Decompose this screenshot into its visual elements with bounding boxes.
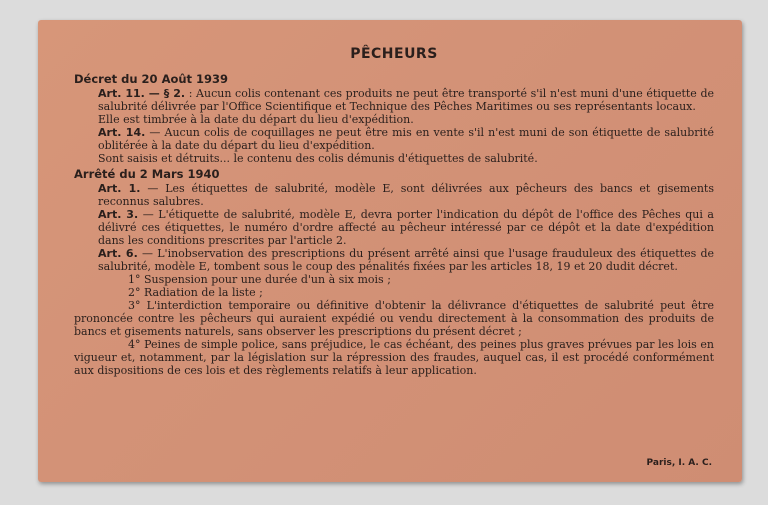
page-title: PÊCHEURS — [350, 46, 438, 62]
decree-heading: Décret du 20 Août 1939 — [74, 72, 229, 86]
article-6-text: — L'inobservation des prescriptions du présent arrêté ainsi que l'usage frauduleux des étiquettes de salubrité, modèle E, tombent sous le coup des pénalités fixées par les articles 18, 19 et 20 dudit décret. — [98, 247, 715, 273]
article-14-label: Art. 14. — [98, 126, 146, 139]
article-11-paragraph — [74, 87, 714, 113]
article-6-paragraph — [74, 247, 714, 273]
article-11-continuation: Elle est timbrée à la date du départ du lieu d'expédition. — [98, 113, 414, 126]
penalty-item-4: 4° Peines de simple police, sans préjudice, le cas échéant, des peines plus graves prévues par les lois en vigueur et, notamment, par la législation sur la répression des fraudes, auquel cas, il est procédé conformément aux dispositions de ces lois et des règlements relatifs à leur application. — [74, 338, 714, 377]
penalty-item-3: 3° L'interdiction temporaire ou définitive d'obtenir la délivrance d'étiquettes de salubrité peut être prononcée contre les pêcheurs qui auraient expédié ou vendu directement à la consommation des produits de bancs et gisements naturels, sans observer les prescriptions du présent décret ; — [74, 299, 714, 338]
article-14-paragraph — [74, 126, 714, 152]
arrete-heading: Arrêté du 2 Mars 1940 — [74, 167, 220, 181]
article-11-text: : Aucun colis contenant ces produits ne peut être transporté s'il n'est muni d'une étiquette de salubrité délivrée par l'Office Scientifique et Technique des Pêches Maritimes ou ses représentants locaux. — [98, 87, 715, 113]
postcard — [38, 20, 742, 482]
article-3-text: — L'étiquette de salubrité, modèle E, devra porter l'indication du dépôt de l'office des Pêches qui a délivré ces étiquettes, le numéro d'ordre affecté au pêcheur intéressé par ce dépôt et la date d'expédition dans les conditions prescrites par l'article 2. — [98, 208, 714, 247]
printer-imprint: Paris, I. A. C. — [646, 458, 712, 468]
article-6-label: Art. 6. — [98, 247, 138, 260]
article-3-label: Art. 3. — [98, 208, 139, 221]
article-1-label: Art. 1. — [98, 182, 141, 195]
article-14-text: — Aucun colis de coquillages ne peut être mis en vente s'il n'est muni de son étiquette de salubrité oblitérée à la date du départ du lieu d'expédition. — [98, 126, 714, 152]
penalty-item-1: 1° Suspension pour une durée d'un à six mois ; — [128, 273, 391, 286]
article-11-label: Art. 11. — § 2. — [98, 87, 186, 100]
article-1-text: — Les étiquettes de salubrité, modèle E, sont délivrées aux pêcheurs des bancs et gisements reconnus salubres. — [98, 182, 714, 208]
article-3-paragraph — [74, 208, 714, 247]
article-14-continuation: Sont saisis et détruits... le contenu des colis démunis d'étiquettes de salubrité. — [98, 152, 538, 165]
penalty-item-2: 2° Radiation de la liste ; — [128, 286, 263, 299]
article-1-paragraph — [74, 182, 714, 208]
